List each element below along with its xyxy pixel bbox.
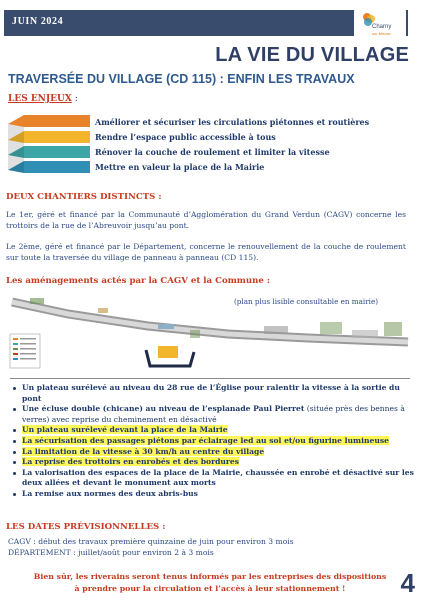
enjeux-item: Mettre en valeur la place de la Mairie <box>95 162 265 172</box>
amenagement-item: La sécurisation des passages piétons par éclairage led au sol et/ou figurine lumineuse <box>12 436 414 447</box>
layer-stack-illustration <box>6 114 94 178</box>
amenagement-item: Un plateau surélevé au niveau du 28 rue de l’Église pour ralentir la vitesse à la sortie du pont <box>12 383 414 404</box>
enjeux-list <box>95 115 369 175</box>
amenagement-item: La limitation de la vitesse à 30 km/h au centre du village <box>12 447 414 458</box>
logo-name: Charny <box>372 24 392 30</box>
footer-line-1: Bien sûr, les riverains seront tenus informés par les entreprises des dispositions <box>33 572 387 581</box>
amenagements-list <box>12 383 414 500</box>
chantier-2-text: Le 2ème, géré et financé par le Département, concerne le renouvellement de la couche de roulement sur toute la traversée du village de panneau à panneau (CD 115). <box>6 242 406 262</box>
chantiers-heading: DEUX CHANTIERS DISTINCTS : <box>6 192 162 202</box>
layer-1 <box>8 115 90 127</box>
page-number: 4 <box>400 568 415 598</box>
logo-subtitle: sur Meuse <box>372 31 391 36</box>
amenagement-item: Une écluse double (chicane) au niveau de l’esplanade Paul Pierret (située près des bennes à verres) avec reprise du cheminement en désactivé <box>12 404 414 425</box>
amenagements-heading: Les aménagements actés par la CAGV et la Commune : <box>6 276 271 286</box>
amenagement-item: La valorisation des espaces de la place de la Mairie, chaussée en enrobé et désactivé sur les deux allées et devant le monument aux morts <box>12 468 414 489</box>
footer-line-2: à prendre pour la circulation et l’accès à leur stationnement ! <box>74 583 346 593</box>
date-cagv: CAGV : début des travaux première quinzaine de juin pour environ 3 mois <box>8 537 294 546</box>
enjeux-item: Rénover la couche de roulement et limiter la vitesse <box>95 147 330 157</box>
amenagement-item: La remise aux normes des deux abris-bus <box>12 489 414 500</box>
town-logo <box>354 8 406 42</box>
issue-date: JUIN 2024 <box>12 16 64 27</box>
enjeux-item: Rendre l’espace public accessible à tous <box>95 132 276 142</box>
enjeux-item: Améliorer et sécuriser les circulations piétonnes et routières <box>95 117 370 127</box>
date-departement: DÉPARTEMENT : juillet/août pour environ 2 à 3 mois <box>8 548 214 557</box>
enjeux-heading: LES ENJEUX : <box>8 94 78 104</box>
plan-caption: (plan plus lisible consultable en mairie) <box>234 297 378 306</box>
dates-text <box>8 536 294 558</box>
amenagement-item: La reprise des trottoirs en enrobés et des bordures <box>12 457 414 468</box>
chantier-1-text: Le 1er, géré et financé par la Communauté d’Agglomération du Grand Verdun (CAGV) concerne les trottoirs de la rue de l’Abreuvoir jusqu’au pont. <box>6 210 406 230</box>
amenagement-item: Un plateau surélevé devant la place de la Mairie <box>12 425 414 436</box>
header-bar <box>4 10 408 36</box>
footer-note <box>20 571 400 594</box>
page-title: LA VIE DU VILLAGE <box>215 44 409 66</box>
dates-heading: LES DATES PRÉVISIONNELLES : <box>6 522 166 532</box>
divider <box>10 378 410 379</box>
article-title: TRAVERSÉE DU VILLAGE (CD 115) : ENFIN LES TRAVAUX <box>8 72 355 86</box>
